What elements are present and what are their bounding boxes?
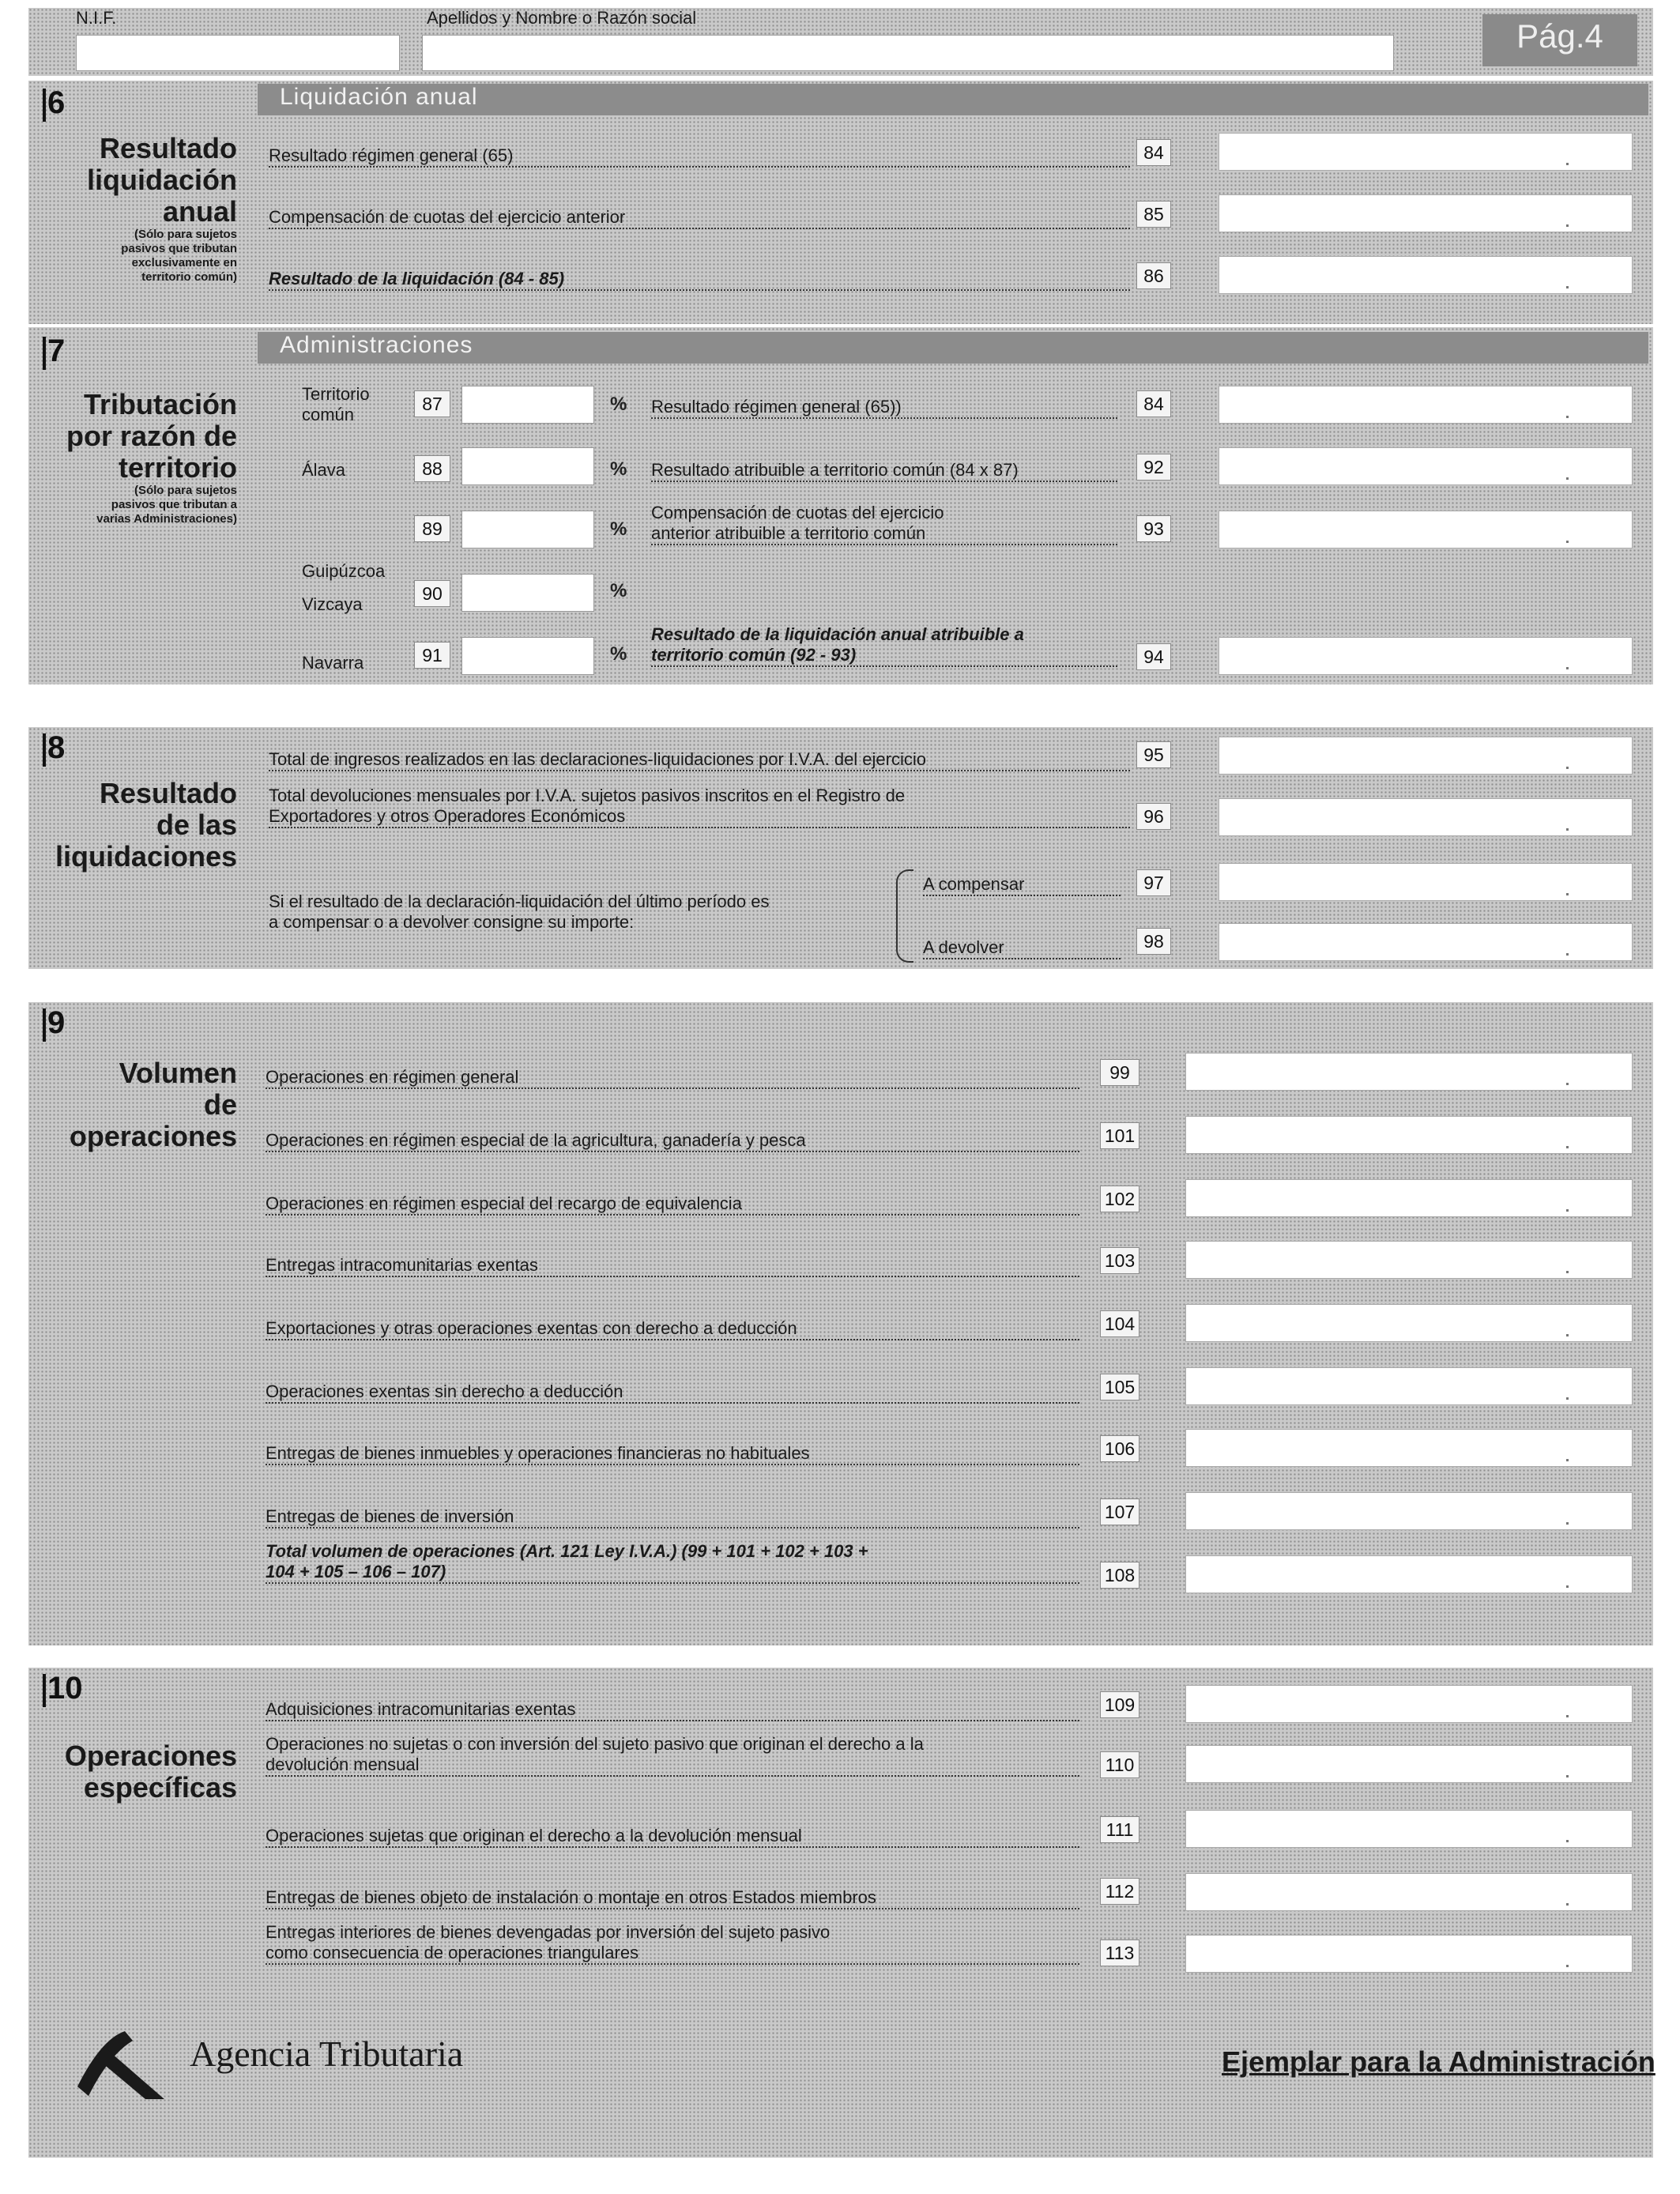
percent-field-87[interactable] [461, 386, 594, 424]
amount-field-109[interactable] [1185, 1685, 1633, 1723]
row-96-text-2: Exportadores y otros Operadores Económicos [269, 806, 1130, 828]
percent-field-91[interactable] [461, 637, 594, 675]
box-number: 84 [1136, 390, 1171, 417]
percent-field-88[interactable] [461, 447, 594, 485]
amount-field-105[interactable] [1185, 1367, 1633, 1405]
box-number: 88 [414, 455, 450, 482]
row-85-text: Compensación de cuotas del ejercicio anterior [269, 207, 1130, 229]
section-10-title-2: específicas [83, 1771, 237, 1804]
section-6-bar-title: Liquidación anual [280, 84, 478, 110]
box-number: 101 [1100, 1122, 1139, 1149]
box-number: 102 [1100, 1186, 1139, 1212]
amount-field-106[interactable] [1185, 1429, 1633, 1467]
section-6-title-3: anual [162, 195, 237, 228]
section-8-number: 8 [47, 730, 66, 765]
section-10-side [32, 1740, 237, 1804]
box-number: 103 [1100, 1247, 1139, 1274]
row-86-text: Resultado de la liquidación (84 - 85) [269, 269, 1130, 291]
percent-field-89[interactable] [461, 511, 594, 548]
amount-field-94[interactable] [1219, 637, 1633, 675]
section-10-number: 10 [47, 1671, 83, 1706]
territory-90-name: Vizcaya [302, 594, 363, 614]
row-106-label [266, 1443, 1079, 1465]
percent-sign: % [610, 458, 627, 480]
box-number: 94 [1136, 643, 1171, 670]
section-9-title-3: operaciones [69, 1120, 237, 1152]
section-7-title-2: por razón de [66, 420, 237, 452]
row-94-text-2: territorio común (92 - 93) [651, 645, 1117, 667]
row-107-text: Entregas de bienes de inversión [266, 1506, 1079, 1529]
box-number: 92 [1136, 454, 1171, 481]
box-number: 96 [1136, 803, 1171, 830]
agency-logo-icon [70, 2023, 180, 2102]
box-number: 87 [414, 390, 450, 417]
row-84-label [269, 145, 1130, 168]
section-7-note-3: varias Administraciones) [96, 512, 237, 526]
page-label: Pág.4 [1516, 17, 1603, 55]
agency-name: Agencia Tributaria [190, 2034, 464, 2074]
row-84-text: Resultado régimen general (65) [269, 145, 1130, 168]
row-95-text: Total de ingresos realizados en las declaraciones-liquidaciones por I.V.A. del ejercicio [269, 749, 1130, 771]
row-101-text: Operaciones en régimen especial de la agricultura, ganadería y pesca [266, 1130, 1079, 1152]
percent-sign: % [610, 518, 627, 540]
row-97-98-text-1: Si el resultado de la declaración-liquidación del último período es [269, 892, 770, 911]
row-108-text-1: Total volumen de operaciones (Art. 121 Ley I.V.A.) (99 + 101 + 102 + 103 + [266, 1541, 868, 1561]
row-105-label [266, 1382, 1079, 1404]
a-compensar-label [923, 874, 1121, 896]
amount-field-101[interactable] [1185, 1116, 1633, 1154]
box-number: 104 [1100, 1310, 1139, 1337]
row-110-label [266, 1734, 1079, 1777]
box-number: 107 [1100, 1498, 1139, 1525]
box-number: 89 [414, 515, 450, 542]
amount-field-103[interactable] [1185, 1241, 1633, 1279]
row-85-label [269, 207, 1130, 229]
section-6-note-3: exclusivamente en [131, 256, 237, 270]
amount-field-7-84[interactable] [1219, 386, 1633, 424]
amount-field-112[interactable] [1185, 1873, 1633, 1911]
nif-label: N.I.F. [76, 8, 117, 28]
amount-field-113[interactable] [1185, 1935, 1633, 1973]
amount-field-85[interactable] [1219, 194, 1633, 232]
row-109-label [266, 1699, 1079, 1721]
section-8-title-3: liquidaciones [55, 840, 237, 873]
row-7-84-text: Resultado régimen general (65)) [651, 397, 1117, 419]
amount-field-104[interactable] [1185, 1304, 1633, 1342]
box-number: 113 [1100, 1940, 1139, 1966]
box-number: 111 [1100, 1816, 1139, 1843]
amount-field-108[interactable] [1185, 1555, 1633, 1593]
box-number: 112 [1100, 1878, 1139, 1905]
amount-field-99[interactable] [1185, 1053, 1633, 1091]
box-number: 109 [1100, 1691, 1139, 1718]
section-9-title-2: de [203, 1088, 237, 1121]
section-9-number: 9 [47, 1005, 66, 1040]
amount-field-92[interactable] [1219, 447, 1633, 485]
box-number: 99 [1100, 1059, 1139, 1086]
amount-field-96[interactable] [1219, 798, 1633, 836]
row-99-text: Operaciones en régimen general [266, 1067, 1079, 1089]
a-devolver-text: A devolver [923, 937, 1121, 959]
row-109-text: Adquisiciones intracomunitarias exentas [266, 1699, 1079, 1721]
row-104-text: Exportaciones y otras operaciones exentas con derecho a deducción [266, 1318, 1079, 1340]
section-6-side [32, 133, 237, 285]
box-number: 90 [414, 580, 450, 607]
a-devolver-label [923, 937, 1121, 959]
row-107-label [266, 1506, 1079, 1529]
territory-87-name [302, 384, 370, 425]
box-number: 110 [1100, 1751, 1139, 1778]
row-93-text-2: anterior atribuible a territorio común [651, 523, 1117, 545]
row-104-label [266, 1318, 1079, 1340]
box-number: 91 [414, 642, 450, 669]
row-108-text-2: 104 + 105 – 106 – 107) [266, 1562, 1079, 1584]
section-6-title-1: Resultado [99, 132, 237, 164]
nif-field[interactable] [76, 35, 400, 71]
percent-sign: % [610, 394, 627, 415]
section-6-note-4: territorio común) [141, 270, 237, 284]
row-96-text-1: Total devoluciones mensuales por I.V.A. sujetos pasivos inscritos en el Registro de [269, 786, 906, 805]
row-111-text: Operaciones sujetas que originan el derecho a la devolución mensual [266, 1826, 1079, 1848]
row-96-label [269, 786, 1130, 828]
section-8-title-2: de las [156, 809, 237, 841]
percent-field-90[interactable] [461, 574, 594, 612]
copy-label: Ejemplar para la Administración [1222, 2045, 1656, 2078]
row-97-98-label [269, 892, 770, 933]
box-number: 93 [1136, 515, 1171, 542]
a-compensar-text: A compensar [923, 874, 1121, 896]
section-7-bar-title: Administraciones [280, 332, 473, 358]
row-101-label [266, 1130, 1079, 1152]
row-112-label [266, 1887, 1079, 1909]
section-7-side [32, 389, 237, 526]
section-6-number: 6 [47, 85, 66, 120]
section-6-note-2: pasivos que tributan [121, 242, 237, 255]
section-7-number: 7 [47, 334, 66, 368]
section-7-title-1: Tributación [83, 388, 237, 420]
brace [896, 869, 913, 963]
section-7-note-1: (Sólo para sujetos [134, 484, 237, 497]
row-111-label [266, 1826, 1079, 1848]
row-93-text-1: Compensación de cuotas del ejercicio [651, 503, 944, 522]
box-number: 97 [1136, 869, 1171, 896]
territory-88-name: Álava [302, 460, 346, 480]
amount-field-95[interactable] [1219, 737, 1633, 775]
row-113-text-2: como consecuencia de operaciones triangulares [266, 1943, 1079, 1965]
row-97-98-text-2: a compensar o a devolver consigne su importe: [269, 912, 635, 932]
territory-87-name-1: Territorio [302, 384, 370, 404]
row-103-text: Entregas intracomunitarias exentas [266, 1255, 1079, 1277]
amount-field-97[interactable] [1219, 863, 1633, 901]
row-110-text-2: devolución mensual [266, 1755, 1079, 1777]
amount-field-98[interactable] [1219, 923, 1633, 961]
section-6-note-1: (Sólo para sujetos [134, 228, 237, 241]
amount-field-107[interactable] [1185, 1492, 1633, 1530]
row-105-text: Operaciones exentas sin derecho a deducción [266, 1382, 1079, 1404]
row-103-label [266, 1255, 1079, 1277]
row-86-label [269, 269, 1130, 291]
name-field[interactable] [422, 35, 1394, 71]
box-number: 95 [1136, 741, 1171, 768]
section-8-title-1: Resultado [99, 777, 237, 809]
amount-field-93[interactable] [1219, 511, 1633, 548]
box-number: 108 [1100, 1562, 1139, 1589]
section-9-side [32, 1057, 237, 1152]
box-number: 106 [1100, 1435, 1139, 1462]
row-113-text-1: Entregas interiores de bienes devengadas por inversión del sujeto pasivo [266, 1922, 831, 1942]
name-label: Apellidos y Nombre o Razón social [427, 8, 697, 28]
section-7-title-3: territorio [118, 451, 237, 484]
territory-91-name: Navarra [302, 653, 364, 673]
row-106-text: Entregas de bienes inmuebles y operaciones financieras no habituales [266, 1443, 1079, 1465]
box-number: 85 [1136, 201, 1171, 228]
row-95-label [269, 749, 1130, 771]
row-113-label [266, 1922, 1079, 1965]
amount-field-84[interactable] [1219, 133, 1633, 171]
row-7-84-label [651, 397, 1117, 419]
row-94-label [651, 624, 1117, 667]
percent-sign: % [610, 643, 627, 665]
box-number: 86 [1136, 262, 1171, 289]
section-7-note-2: pasivos que tributan a [111, 498, 237, 511]
row-93-label [651, 503, 1117, 545]
section-8-side [32, 778, 237, 873]
territory-89-name: Guipúzcoa [302, 561, 386, 581]
row-92-text: Resultado atribuible a territorio común (84 x 87) [651, 460, 1117, 482]
row-108-label [266, 1541, 1079, 1584]
row-99-label [266, 1067, 1079, 1089]
row-102-text: Operaciones en régimen especial del recargo de equivalencia [266, 1193, 1079, 1216]
section-10-title-1: Operaciones [64, 1740, 237, 1772]
row-110-text-1: Operaciones no sujetas o con inversión del sujeto pasivo que originan el derecho a la [266, 1734, 924, 1754]
box-number: 105 [1100, 1374, 1139, 1400]
section-9-title-1: Volumen [119, 1057, 237, 1089]
row-94-text-1: Resultado de la liquidación anual atribuible a [651, 624, 1024, 644]
amount-field-86[interactable] [1219, 256, 1633, 294]
section-6-title-2: liquidación [86, 164, 237, 196]
box-number: 98 [1136, 928, 1171, 955]
amount-field-102[interactable] [1185, 1179, 1633, 1217]
row-112-text: Entregas de bienes objeto de instalación o montaje en otros Estados miembros [266, 1887, 1079, 1909]
row-92-label [651, 460, 1117, 482]
percent-sign: % [610, 580, 627, 601]
amount-field-111[interactable] [1185, 1810, 1633, 1848]
box-number: 84 [1136, 139, 1171, 166]
amount-field-110[interactable] [1185, 1745, 1633, 1783]
territory-87-name-2: común [302, 405, 355, 424]
row-102-label [266, 1193, 1079, 1216]
